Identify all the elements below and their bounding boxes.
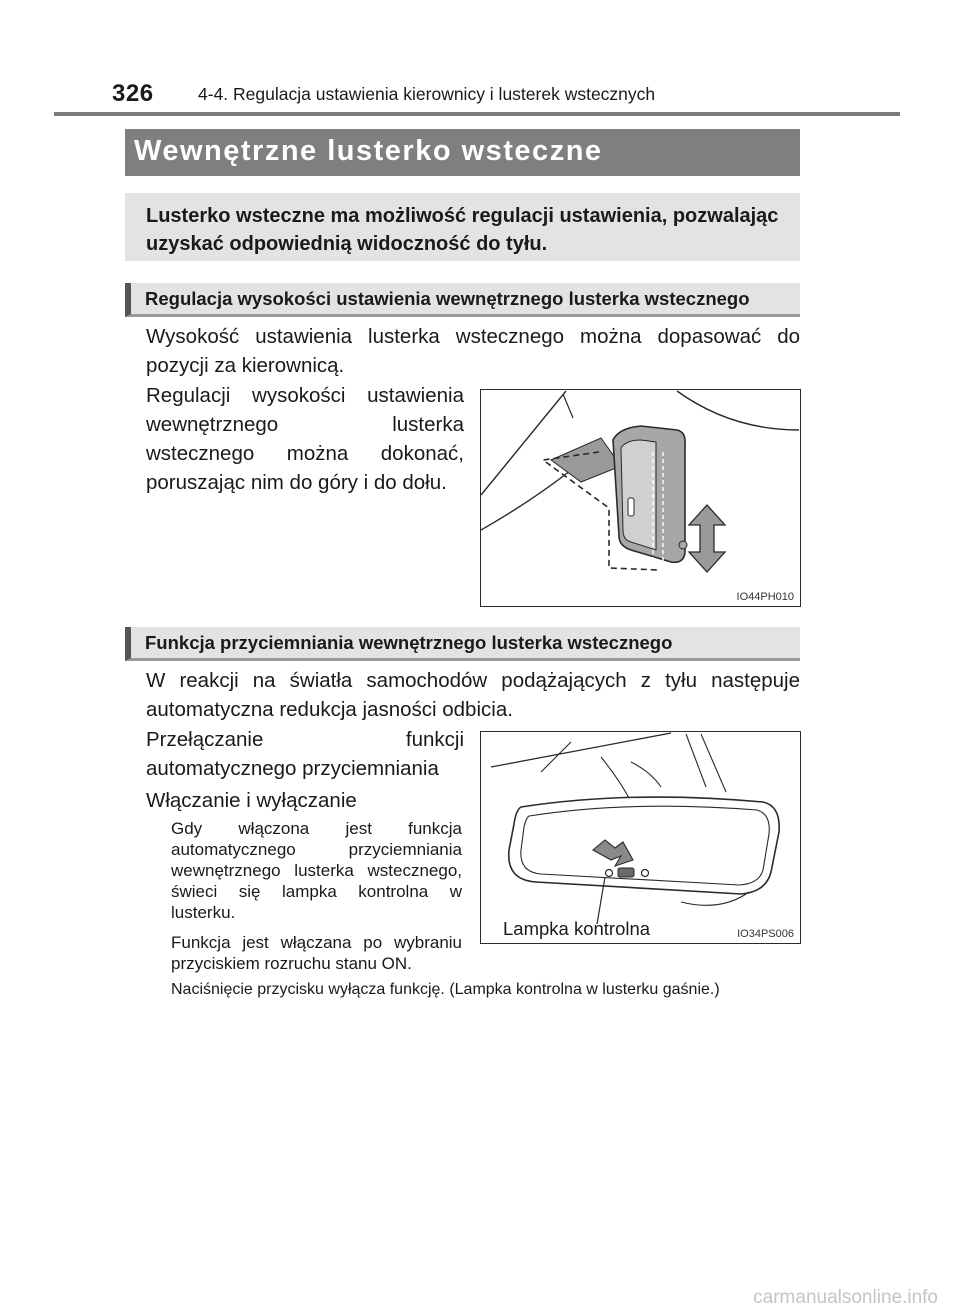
dimming-note-off: Naciśnięcie przycisku wyłącza funkcję. (Lampka kontrolna w lusterku gaśnie.) — [171, 981, 720, 998]
height-adjust-paragraph: Wysokość ustawienia lusterka wstecznego można dopasować do pozycji za kierownicą. — [146, 325, 800, 377]
dimming-note-on: Funkcja jest włączana po wybraniu przyciskiem rozruchu stanu ON. — [171, 933, 462, 973]
mirror-height-figure — [480, 389, 801, 607]
page-number: 326 — [112, 80, 154, 107]
indicator-lamp-label: Lampka kontrolna — [503, 918, 651, 939]
dimming-paragraph: W reakcji na światła samochodów podążających z tyłu następuje automatyczna redukcja jasności odbicia. — [146, 669, 800, 721]
intro-text: Lusterko wsteczne ma możliwość regulacji ustawienia, pozwalając uzyskać odpowiednią widoczność do tyłu. — [146, 205, 779, 255]
subheading-height-adjust: Regulacja wysokości ustawienia wewnętrznego lusterka wstecznego — [145, 288, 750, 309]
watermark: carmanualsonline.info — [753, 1287, 938, 1308]
subheading-dimming: Funkcja przyciemniania wewnętrznego lusterka wstecznego — [145, 632, 673, 653]
dimming-on-off: Włączanie i wyłączanie — [146, 789, 357, 812]
dimming-mirror-figure — [480, 731, 801, 944]
dimming-mirror-illustration — [481, 732, 799, 942]
section-title: Wewnętrzne lusterko wsteczne — [134, 135, 603, 167]
mirror-height-illustration — [481, 390, 799, 605]
height-adjust-instruction: Regulacji wysokości ustawienia wewnętrznego lusterka wstecznego można dokonać, poruszając nim do góry i do dołu. — [146, 384, 464, 494]
figure-code: IO44PH010 — [736, 591, 794, 603]
header-divider — [54, 112, 900, 116]
dimming-note-indicator: Gdy włączona jest funkcja automatycznego przyciemniania wewnętrznego lusterka wstecznego, świeci się lampka kontrolna w lusterku. — [171, 819, 462, 922]
dimming-switch-text: Przełączanie funkcji automatycznego przyciemniania — [146, 728, 464, 780]
figure-code: IO34PS006 — [737, 928, 794, 940]
chapter-title: 4-4. Regulacja ustawienia kierownicy i lusterek wstecznych — [198, 84, 656, 104]
